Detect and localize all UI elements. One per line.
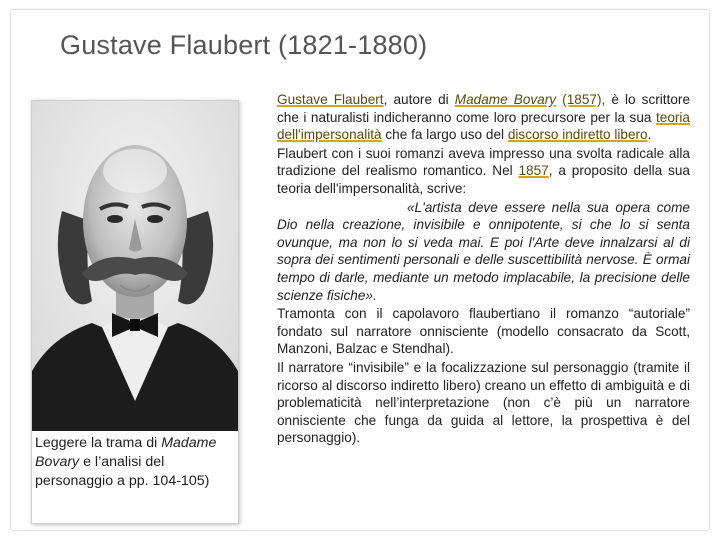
link-gustave-flaubert[interactable]: Gustave Flaubert (277, 92, 384, 107)
flaubert-quote (277, 199, 690, 305)
paragraph-svolta (277, 145, 690, 198)
link-teoria-impersonalita[interactable]: teoria dell'impersonalità (277, 109, 690, 143)
paragraph-narratore: Il narratore “invisibile” e la focalizzazione sul personaggio (tramite il ricorso al discorso indiretto libero) creano un effetto di ambiguità e di problematicità nell’interpretazione (non c’è più un narratore onnisciente che funga da guida al lettore, la prospettiva è del personaggio). (277, 359, 690, 446)
paragraph-intro (277, 91, 690, 144)
flaubert-portrait-image (32, 101, 238, 431)
caption-book-title: Madame Bovary (35, 435, 217, 470)
body-text (277, 91, 690, 448)
link-year-1857[interactable]: (1857), (562, 92, 606, 107)
quote-text: «L'artista deve essere nella sua opera come Dio nella creazione, invisibile e onnipotente, si che lo si senta ovunque, ma non lo si veda mai. E poi l'Arte deve innalzarsi al di sopra dei sentimenti personali e delle suscettibilità nervose. È ormai tempo di darle, mediante un metodo implacabile, la precisione delle scienze fisiche». (277, 199, 690, 303)
slide-title: Gustave Flaubert (1821-1880) (60, 30, 428, 60)
text-segment: , a proposito della sua teoria dell'impersonalità, scrive: (277, 163, 690, 196)
text-segment: Flaubert con i suoi romanzi aveva impresso una svolta radicale alla tradizione del realismo romantico. Nel (277, 145, 690, 179)
caption-text-start: Leggere la trama di (35, 435, 162, 451)
text-segment: . (647, 127, 652, 143)
text-segment: che fa largo uso del (381, 127, 508, 143)
caption-text-end: e l’analisi del personaggio a pp. 104-105) (35, 454, 210, 489)
portrait-card (31, 100, 239, 524)
link-madame-bovary[interactable]: Madame Bovary (454, 92, 557, 107)
link-discorso-indiretto-libero[interactable]: discorso indiretto libero (507, 127, 648, 143)
link-year-1857-second[interactable]: 1857 (518, 163, 549, 179)
text-segment: , autore di (383, 92, 455, 107)
portrait-caption (35, 434, 233, 491)
paragraph-tramonta: Tramonta con il capolavoro flaubertiano il romanzo “autoriale” fondato sul narratore onnisciente (modello consacrato da Scott, Manzoni, Balzac e Stendhal). (277, 306, 690, 357)
text-segment: è lo scrittore che i naturalisti indicheranno come loro precursore per la sua (277, 92, 691, 125)
